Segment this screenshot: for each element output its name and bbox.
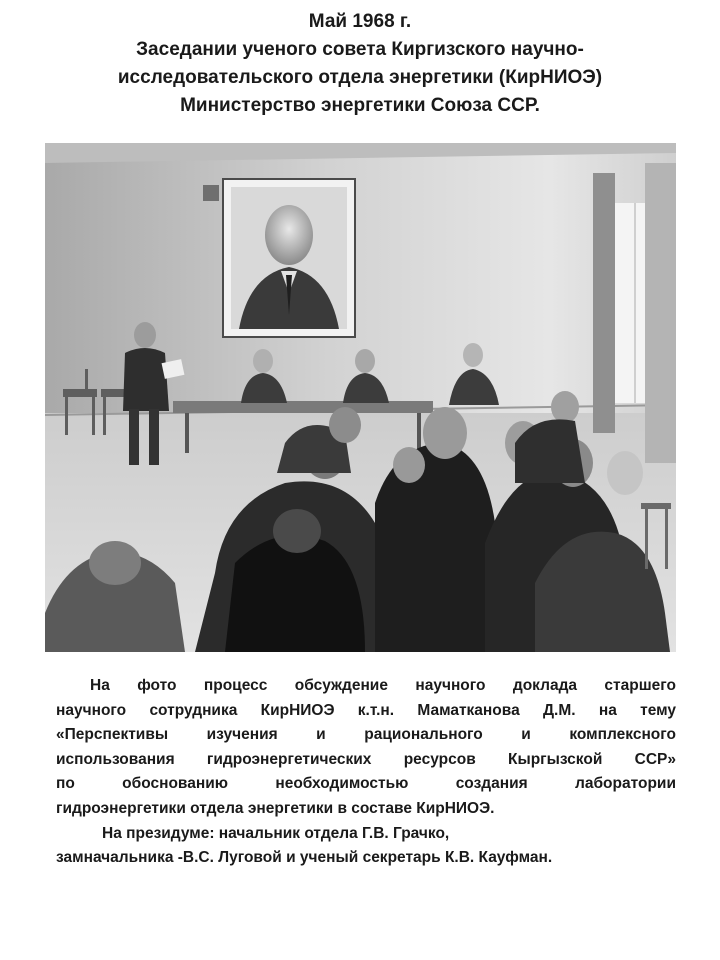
title-line-3: Министерство энергетики Союза ССР. [180, 95, 540, 116]
presidium-table [173, 401, 433, 413]
caption-line-3: «Перспективы изучения и рационального и комплексного [56, 726, 676, 744]
caption-line-4: использования гидроэнергетических ресурсов Кыргызской ССР» [56, 750, 676, 768]
title-line-1: Заседании ученого совета Киргизского научно- [136, 39, 584, 60]
caption-line-8: замначальника -В.С. Луговой и ученый секретарь К.В. Кауфман. [56, 849, 553, 867]
title-line-2: исследовательского отдела энергетики (КирНИОЭ) [117, 67, 603, 88]
caption-line-1: На фото процесс обсуждение научного доклада старшего [90, 677, 676, 694]
meeting-photo [45, 143, 676, 652]
portrait-face [265, 205, 313, 265]
caption [56, 674, 676, 871]
caption-line-7: На президуме: начальник отдела Г.В. Грачко, [102, 824, 450, 842]
title-date: Май 1968 г. [308, 11, 412, 32]
caption-line-2: научного сотрудника КирНИОЭ к.т.н. Маматканова Д.М. на тему [56, 701, 676, 719]
caption-line-6: гидроэнергетики отдела энергетики в составе КирНИОЭ. [56, 799, 495, 817]
caption-line-5: по обоснованию необходимостью создания лаборатории [56, 775, 676, 793]
meeting-photo-illustration [45, 143, 676, 652]
title-block [0, 8, 720, 120]
